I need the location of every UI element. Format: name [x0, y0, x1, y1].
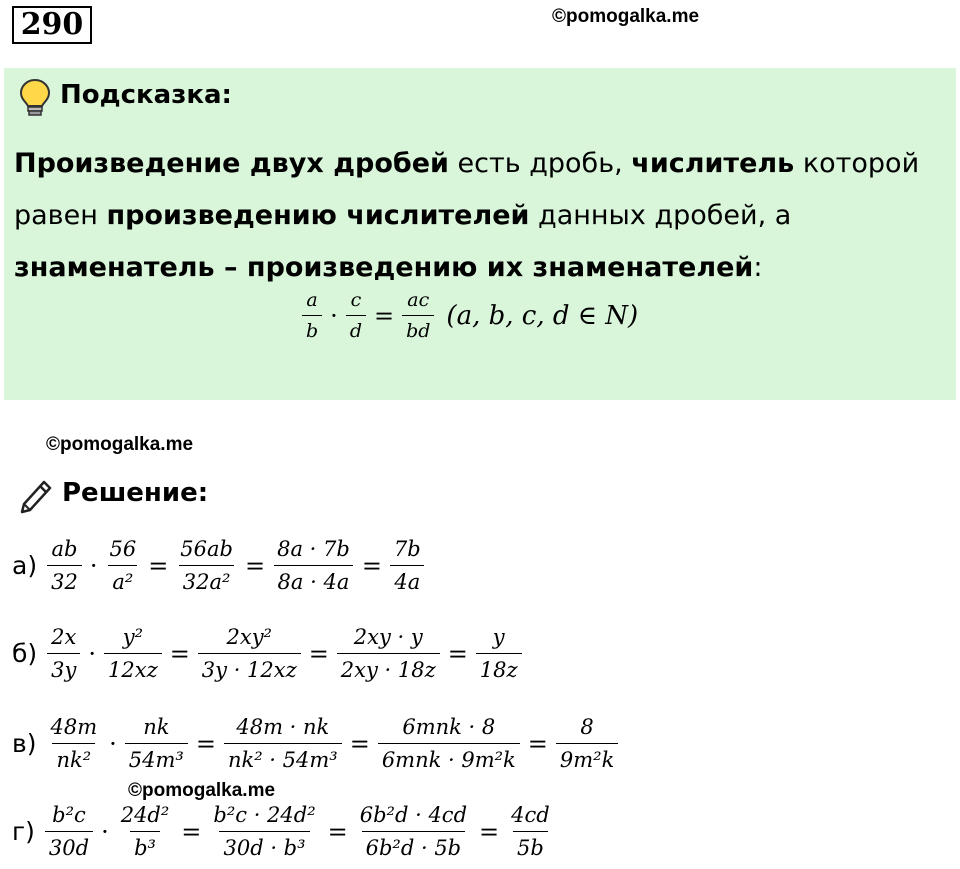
solution-row-a: [12, 536, 429, 595]
problem-number: 290: [12, 6, 92, 44]
operator: ·: [89, 551, 98, 580]
numerator: 48m · nk: [236, 715, 330, 739]
hint-text-6: данных дробей, а: [529, 200, 792, 231]
operator: =: [373, 301, 395, 330]
numerator: nk: [143, 715, 170, 739]
denominator: b³: [130, 831, 160, 861]
denominator: 32a²: [179, 565, 235, 595]
fraction: [556, 714, 618, 773]
numerator: 7b: [393, 537, 421, 561]
numerator: 8a · 7b: [277, 537, 350, 561]
hint-bold-7: знаменатель – произведению их знаменателей: [14, 252, 754, 283]
watermark-middle: ©pomogalka.me: [46, 434, 194, 455]
numerator: 2x: [51, 625, 77, 649]
row-label: а): [12, 551, 38, 580]
solution-row-g: [12, 802, 558, 861]
operator: =: [361, 551, 382, 580]
hint-bold-1: Произведение двух дробей: [14, 148, 449, 179]
denominator: bd: [402, 315, 434, 343]
operator: ·: [88, 639, 97, 668]
numerator: y: [492, 625, 505, 649]
denominator: 3y · 12xz: [198, 653, 301, 683]
fraction: [476, 624, 522, 683]
numerator: 56ab: [180, 537, 233, 561]
hint-text: [14, 138, 944, 294]
fraction: [47, 714, 102, 773]
solution-title: Решение:: [62, 478, 209, 508]
numerator: ac: [407, 289, 430, 311]
denominator: 8a · 4a: [274, 565, 354, 595]
operator: =: [181, 817, 202, 846]
fraction: [337, 624, 440, 683]
fraction: [117, 802, 174, 861]
operator: =: [169, 639, 190, 668]
operator: ·: [109, 729, 117, 758]
formula-condition: (a, b, c, d ∈ N): [446, 300, 639, 331]
denominator: 9m²k: [556, 743, 618, 773]
row-label: г): [12, 817, 35, 846]
hint-text-8: :: [753, 252, 763, 283]
operator: =: [349, 729, 370, 758]
fraction: [104, 624, 162, 683]
denominator: 5b: [513, 831, 548, 861]
operator: =: [244, 551, 266, 580]
fraction: [47, 536, 82, 595]
fraction: [105, 536, 140, 595]
denominator: nk²: [52, 743, 95, 773]
numerator: b²c · 24d²: [213, 803, 316, 827]
hint-text-2: есть дробь,: [448, 148, 632, 179]
denominator: 30d · b³: [219, 831, 309, 861]
denominator: nk² · 54m³: [224, 743, 342, 773]
denominator: 3y: [47, 653, 80, 683]
numerator: 8: [580, 715, 594, 739]
numerator: 6mnk · 8: [402, 715, 496, 739]
numerator: ab: [51, 537, 78, 561]
hint-bold-3: числитель: [631, 148, 795, 179]
numerator: 48m: [50, 715, 98, 739]
operator: =: [479, 817, 500, 846]
numerator: 2xy²: [226, 625, 272, 649]
fraction: [224, 714, 342, 773]
denominator: 18z: [476, 653, 522, 683]
denominator: a²: [108, 565, 137, 595]
denominator: 12xz: [104, 653, 162, 683]
hint-text-4: которой равен: [14, 148, 920, 231]
operator: =: [527, 729, 548, 758]
pencil-icon: [16, 474, 58, 516]
denominator: 32: [47, 565, 82, 595]
fraction: [125, 714, 188, 773]
fraction: [507, 802, 554, 861]
solution-row-b: [12, 624, 526, 683]
formula-fraction: [302, 288, 322, 343]
watermark-bottom: ©pomogalka.me: [128, 780, 276, 801]
operator: =: [308, 639, 329, 668]
lightbulb-icon: [18, 78, 52, 118]
denominator: b: [302, 315, 322, 343]
fraction: [273, 536, 354, 595]
operator: ·: [101, 817, 109, 846]
numerator: 56: [109, 537, 137, 561]
fraction: [45, 802, 93, 861]
fraction: [378, 714, 520, 773]
row-label: в): [12, 729, 37, 758]
solution-row-v: [12, 714, 622, 773]
operator: ·: [330, 301, 338, 330]
numerator: y²: [122, 625, 144, 649]
numerator: 4cd: [511, 803, 550, 827]
denominator: 30d: [45, 831, 93, 861]
formula-fraction: [346, 288, 366, 343]
denominator: 2xy · 18z: [337, 653, 440, 683]
fraction: [176, 536, 237, 595]
fraction: [356, 802, 471, 861]
numerator: b²c: [52, 803, 86, 827]
operator: =: [148, 551, 169, 580]
fraction: [209, 802, 319, 861]
hint-formula: [298, 288, 638, 350]
numerator: 24d²: [120, 803, 170, 827]
denominator: 6mnk · 9m²k: [378, 743, 520, 773]
denominator: 54m³: [125, 743, 188, 773]
hint-bold-5: произведению числителей: [106, 200, 530, 231]
denominator: d: [346, 315, 366, 343]
watermark-top: ©pomogalka.me: [552, 6, 700, 27]
numerator: 6b²d · 4cd: [359, 803, 468, 827]
formula-fraction: [402, 288, 434, 343]
denominator: 6b²d · 5b: [362, 831, 466, 861]
row-label: б): [12, 639, 38, 668]
operator: =: [447, 639, 468, 668]
operator: =: [327, 817, 348, 846]
numerator: 2xy · y: [353, 625, 423, 649]
operator: =: [195, 729, 216, 758]
hint-title: Подсказка:: [60, 80, 232, 110]
fraction: [47, 624, 80, 683]
numerator: a: [306, 289, 318, 311]
fraction: [390, 536, 425, 595]
fraction: [198, 624, 301, 683]
numerator: c: [350, 289, 362, 311]
denominator: 4a: [390, 565, 424, 595]
